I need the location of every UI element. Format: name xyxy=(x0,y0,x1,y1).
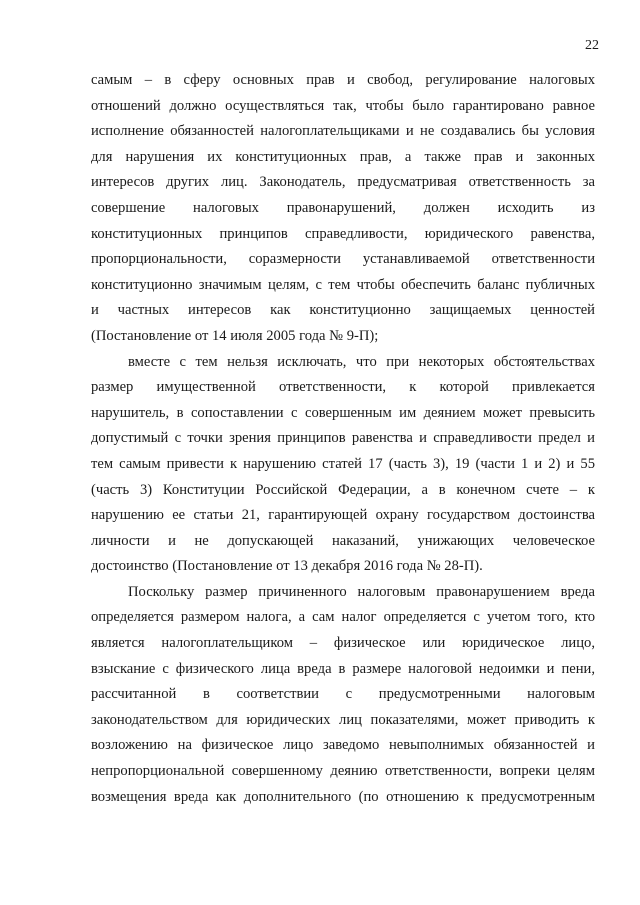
text-line: непропорциональной совершенному деянию ответственности, вопреки целям xyxy=(91,763,595,780)
text-line: и частных интересов как конституционно защищаемых ценностей xyxy=(91,302,595,319)
text-line: вместе с тем нельзя исключать, что при некоторых обстоятельствах xyxy=(128,353,595,370)
text-line: (часть 3) Конституции Российской Федерации, а в конечном счете – к xyxy=(91,481,595,498)
paragraph-2 xyxy=(91,350,595,580)
text-line: для нарушения их конституционных прав, а также прав и законных xyxy=(91,148,595,165)
text-line: нарушению ее статьи 21, гарантирующей охрану государством достоинства xyxy=(91,507,595,524)
text-line: отношений должно осуществляться так, чтобы было гарантировано равное xyxy=(91,97,595,114)
text-line: интересов других лиц. Законодатель, предусматривая ответственность за xyxy=(91,174,595,191)
paragraph-3 xyxy=(91,580,595,810)
text-line: пропорциональности, соразмерности устанавливаемой ответственности xyxy=(91,251,595,268)
text-line: законодательством для юридических лиц показателями, может приводить к xyxy=(91,711,595,728)
text-line: конституционных принципов справедливости, юридического равенства, xyxy=(91,225,595,242)
paragraph-1 xyxy=(91,68,595,350)
text-line: достоинство (Постановление от 13 декабря 2016 года № 28-П). xyxy=(91,558,483,575)
text-line: самым – в сферу основных прав и свобод, регулирование налоговых xyxy=(91,72,595,88)
text-line: является налогоплательщиком – физическое или юридическое лицо, xyxy=(91,635,595,652)
text-line: возложению на физическое лицо заведомо невыполнимых обязанностей и xyxy=(91,737,595,754)
text-line: допустимый с точки зрения принципов равенства и справедливости предел и xyxy=(91,430,595,447)
text-line: определяется размером налога, а сам налог определяется с учетом того, кто xyxy=(91,609,595,626)
text-line: совершение налоговых правонарушений, должен исходить из xyxy=(91,199,595,216)
text-line: конституционно значимым целям, с тем чтобы обеспечить баланс публичных xyxy=(91,276,595,293)
text-line: личности и не допускающей наказаний, унижающих человеческое xyxy=(91,532,595,549)
text-line: нарушитель, в сопоставлении с совершенным им деянием может превысить xyxy=(91,404,595,421)
text-line: возмещения вреда как дополнительного (по отношению к предусмотренным xyxy=(91,788,595,805)
text-line: размер имущественной ответственности, к которой привлекается xyxy=(91,379,595,396)
text-line: взыскание с физического лица вреда в размере налоговой недоимки и пени, xyxy=(91,660,595,677)
document-body xyxy=(91,68,595,810)
text-line: Поскольку размер причиненного налоговым правонарушением вреда xyxy=(128,583,595,600)
text-line: (Постановление от 14 июля 2005 года № 9-П); xyxy=(91,327,379,344)
page-number: 22 xyxy=(585,38,599,53)
text-line: тем самым привести к нарушению статей 17 (часть 3), 19 (части 1 и 2) и 55 xyxy=(91,455,595,472)
text-line: рассчитанной в соответствии с предусмотренными налоговым xyxy=(91,686,595,703)
text-line: исполнение обязанностей налогоплательщиками и не создавались бы условия xyxy=(91,123,595,140)
